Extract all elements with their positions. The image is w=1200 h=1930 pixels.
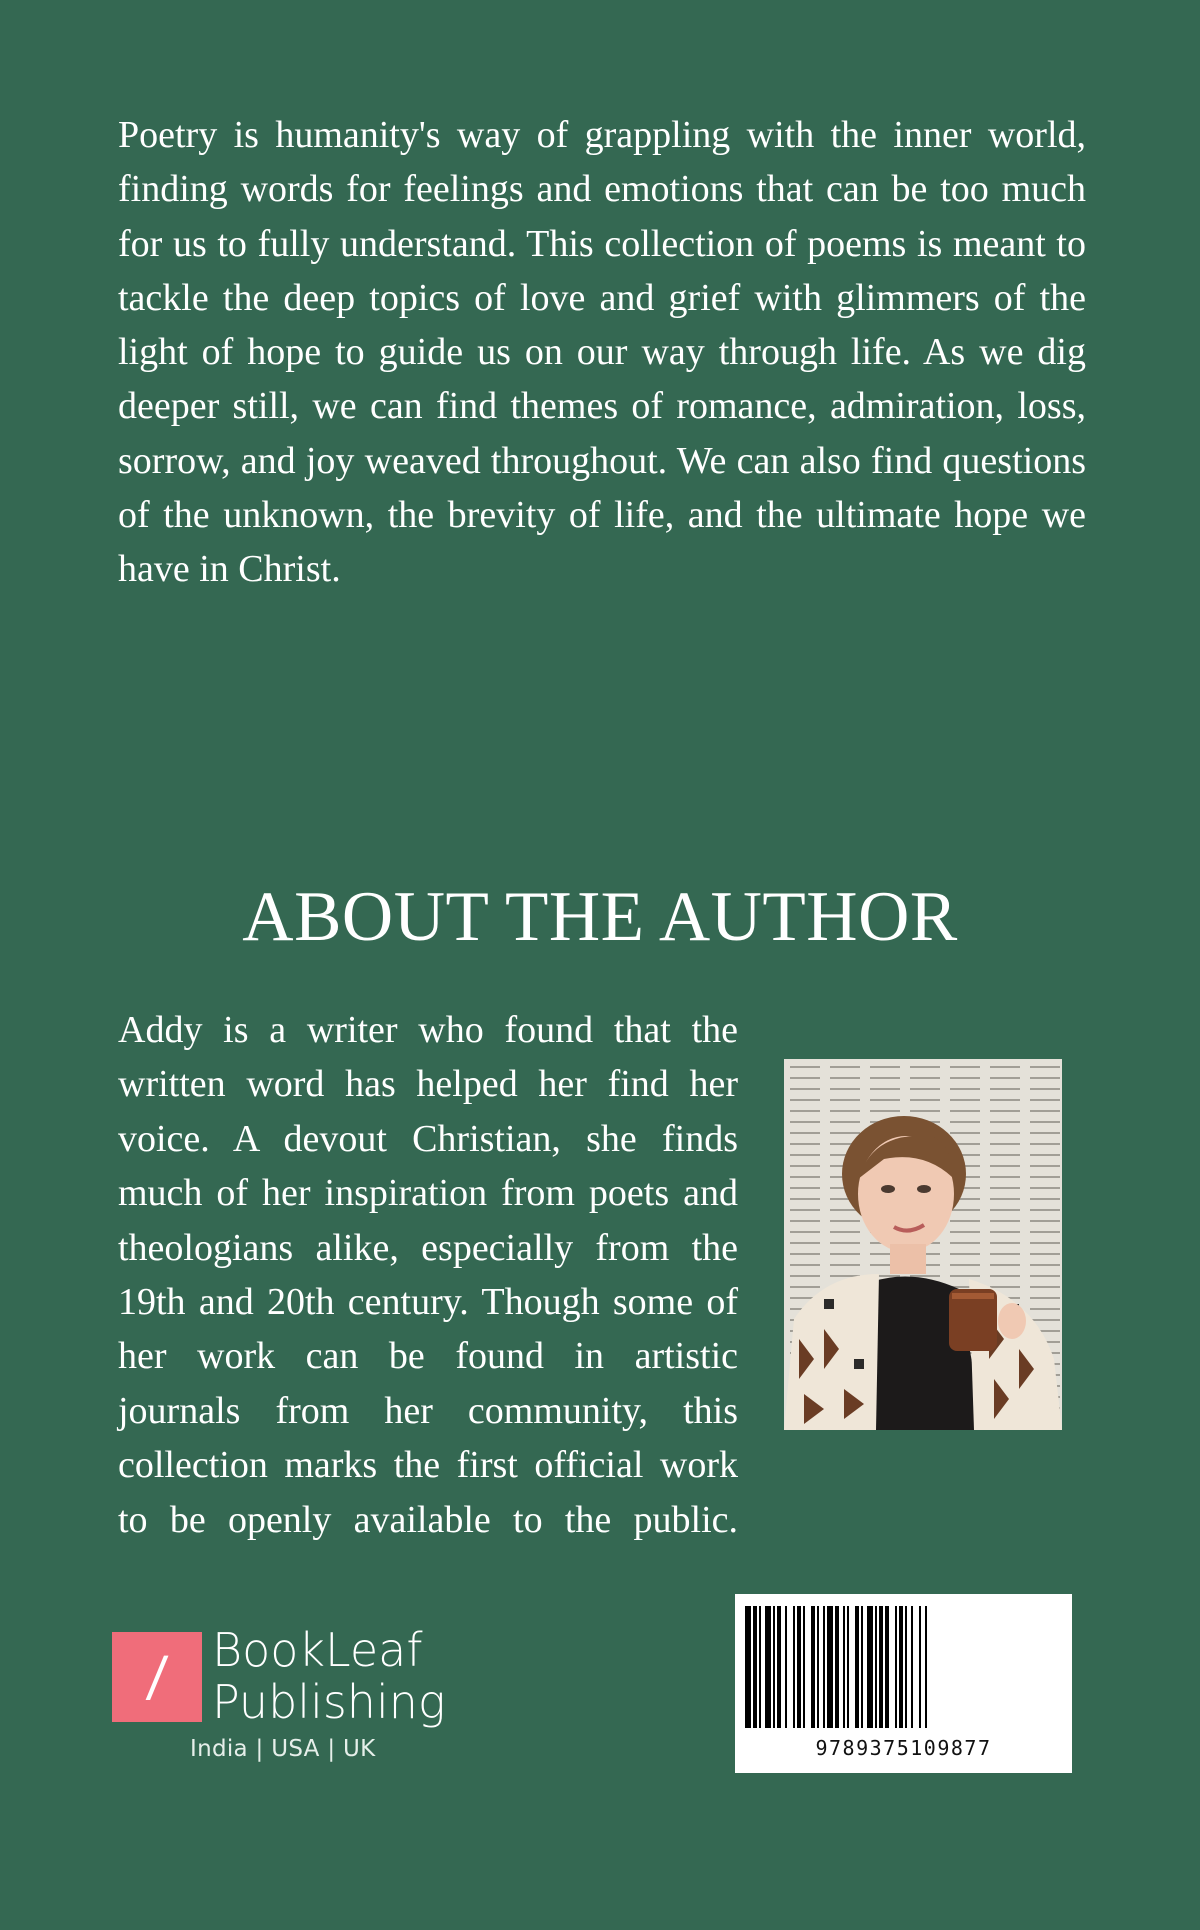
barcode-bar (879, 1606, 883, 1728)
barcode-bar (823, 1606, 825, 1728)
isbn-barcode (735, 1594, 1072, 1773)
barcode-bar (925, 1606, 927, 1728)
barcode-bar (793, 1606, 795, 1728)
barcode-bar (803, 1606, 805, 1728)
logo-slash: / (144, 1645, 170, 1708)
barcode-bar (843, 1606, 845, 1728)
barcode-bar (745, 1606, 751, 1728)
barcode-bar (861, 1606, 863, 1728)
publisher-name-line2: Publishing (212, 1675, 446, 1729)
barcode-bar (847, 1606, 849, 1728)
isbn-number: 9789375109877 (815, 1736, 992, 1760)
barcode-bar (811, 1606, 815, 1728)
barcode-bar (885, 1606, 889, 1728)
barcode-bar (759, 1606, 761, 1728)
barcode-bar (835, 1606, 839, 1728)
book-blurb: Poetry is humanity's way of grappling with the inner world, finding words for feelings and emotions that can be too much for us to fully understand. This collection of poems is meant to tackle the deep topics of love and grief with glimmers of the light of hope to guide us on our way through life. As we dig deeper still, we can find themes of romance, admiration, loss, sorrow, and joy weaved throughout. We can also find questions of the unknown, the brevity of life, and the ultimate hope we have in Christ. (118, 114, 1086, 591)
barcode-bar (919, 1606, 921, 1728)
publisher-name-line1: BookLeaf (212, 1623, 423, 1677)
barcode-bar (905, 1606, 907, 1728)
about-the-author-heading: ABOUT THE AUTHOR (242, 878, 958, 956)
barcode-bar (817, 1606, 819, 1728)
barcode-bar (875, 1606, 877, 1728)
author-photo (784, 1059, 1062, 1430)
barcode-bar (797, 1606, 801, 1728)
publisher-name (212, 1624, 446, 1728)
barcode-bar (899, 1606, 903, 1728)
barcode-bar (867, 1606, 873, 1728)
barcode-bar (855, 1606, 859, 1728)
barcode-bar (753, 1606, 757, 1728)
barcode-bar (773, 1606, 775, 1728)
barcode-bar (765, 1606, 771, 1728)
publisher-regions: India | USA | UK (190, 1736, 376, 1762)
barcode-bar (777, 1606, 781, 1728)
barcode-bar (827, 1606, 833, 1728)
barcode-bar (895, 1606, 897, 1728)
author-bio: Addy is a writer who found that the written word has helped her find her voice. A devout Christian, she finds much of her inspiration from poets and theologians alike, especially from the 19th and 20th century. Though some of her work can be found in artistic journals from her community, this collection marks the first official work to be openly available to the public. (118, 1009, 738, 1541)
barcode-bar (785, 1606, 787, 1728)
publisher-logo-mark (112, 1632, 202, 1722)
barcode-bar (911, 1606, 913, 1728)
